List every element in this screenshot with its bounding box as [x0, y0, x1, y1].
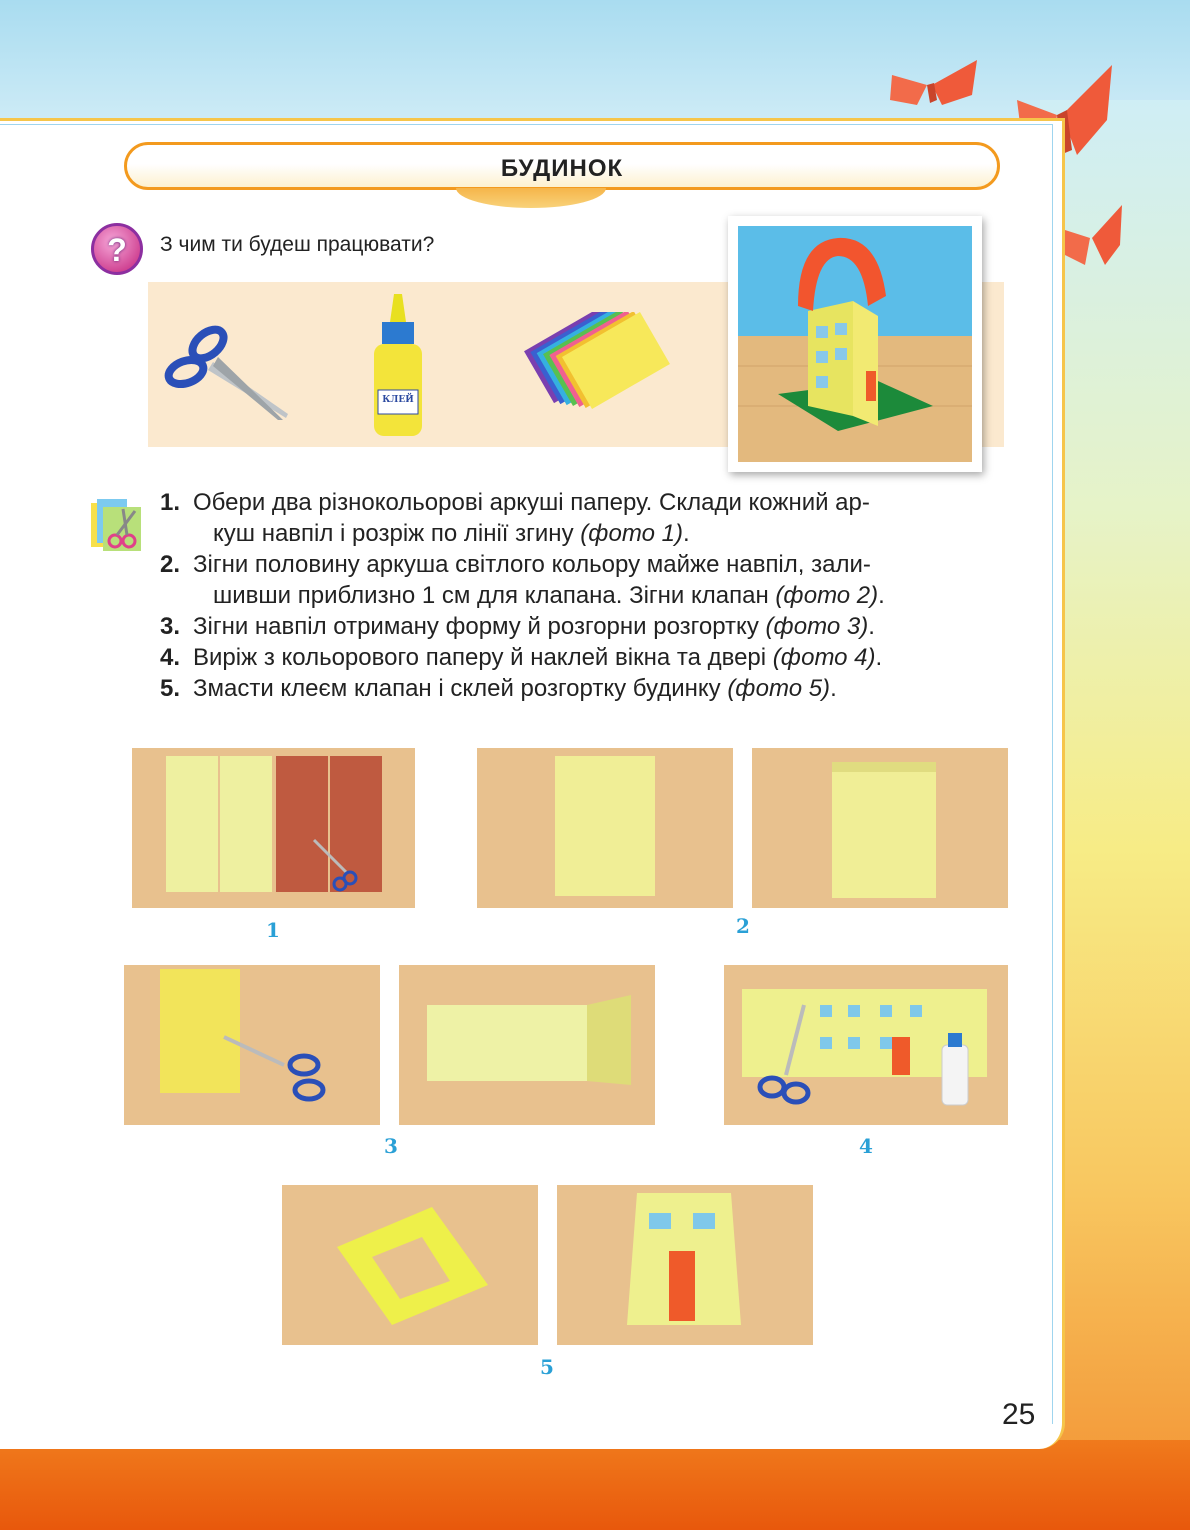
scissors-icon	[158, 322, 298, 422]
photo-1	[132, 748, 415, 908]
photo-reference: (фото 5)	[727, 675, 831, 702]
step-1	[160, 487, 1020, 549]
page-number: 25	[1002, 1398, 1036, 1431]
house-illustration	[728, 216, 982, 472]
step-text: Зігни половину аркуша світлого кольору майже навпіл, зали-	[193, 551, 871, 578]
title-bar	[124, 142, 1000, 190]
step-number: 3.	[160, 613, 181, 640]
punct: .	[830, 675, 837, 702]
photo-2a	[477, 748, 733, 908]
colored-paper-icon	[503, 312, 673, 427]
page-rule	[1052, 124, 1053, 1424]
step-3	[160, 611, 1020, 642]
punct: .	[875, 644, 883, 671]
step-text: Виріж з кольорового паперу й наклей вікна та двері	[193, 644, 773, 671]
finished-house-photo	[728, 216, 982, 472]
step-number: 5.	[160, 675, 181, 702]
step-text: куш навпіл і розріж по лінії згину	[213, 520, 581, 547]
question-text: З чим ти будеш працювати?	[160, 233, 435, 256]
photo-caption: 5	[540, 1355, 554, 1379]
photo-reference: (фото 3)	[765, 613, 869, 640]
step-number: 1.	[160, 489, 181, 516]
photo-5a	[282, 1185, 538, 1345]
question-icon: ?	[91, 223, 143, 275]
photo-caption: 4	[859, 1134, 873, 1158]
instruction-steps	[160, 487, 1020, 704]
punct: .	[682, 520, 690, 547]
photo-caption: 1	[266, 918, 280, 942]
glue-bottle-icon	[368, 292, 428, 442]
photo-3b	[399, 965, 655, 1125]
step-text: Зігни навпіл отриману форму й розгорни розгортку	[193, 613, 766, 640]
step-number: 4.	[160, 644, 181, 671]
step-number: 2.	[160, 551, 181, 578]
step-text: Змасти клеєм клапан і склей розгортку будинку	[193, 675, 728, 702]
bottom-band	[0, 1440, 1190, 1530]
photo-5b	[557, 1185, 813, 1345]
punct: .	[878, 582, 885, 609]
photo-reference: (фото 2)	[775, 582, 879, 609]
photo-reference: (фото 4)	[772, 644, 876, 671]
photo-caption: 2	[736, 914, 750, 938]
step-text: Обери два різнокольорові аркуші паперу. Склади кожний ар-	[193, 489, 870, 516]
photo-caption: 3	[384, 1134, 398, 1158]
origami-butterfly-icon	[1060, 200, 1130, 270]
page-rule	[0, 124, 1052, 125]
photo-3a	[124, 965, 380, 1125]
photo-4	[724, 965, 1008, 1125]
step-2	[160, 549, 1020, 611]
step-4	[160, 642, 1020, 673]
origami-butterfly-icon	[882, 55, 992, 115]
punct: .	[868, 613, 875, 640]
photo-2b	[752, 748, 1008, 908]
glue-label: КЛЕЙ	[382, 395, 414, 405]
page-title: БУДИНОК	[500, 155, 624, 182]
task-scissors-icon	[89, 497, 145, 555]
photo-reference: (фото 1)	[580, 520, 683, 547]
step-5	[160, 673, 1020, 704]
step-text: шивши приблизно 1 см для клапана. Зігни клапан	[213, 582, 776, 609]
